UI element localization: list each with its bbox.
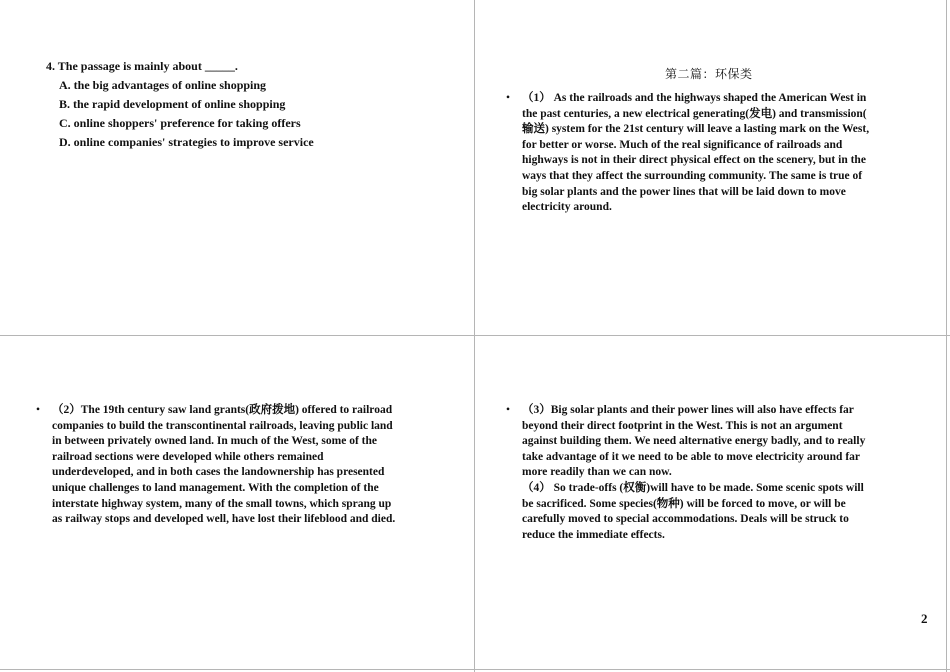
paragraph-2-line: underdeveloped, and in both cases the landownership has presented: [52, 466, 385, 479]
paragraph-3-line: against building them. We need alternative energy badly, and to really: [522, 435, 866, 448]
paragraph-1: [506, 91, 870, 216]
paragraph-1-line: electricity around.: [522, 201, 612, 214]
paragraph-1-line: ways that they affect the surrounding community. The same is true of: [522, 169, 863, 182]
paragraph-3-line: （3）Big solar plants and their power lines will also have effects far: [522, 404, 854, 416]
paragraph-1-line: 输送) system for the 21st century will leave a lasting mark on the West,: [522, 123, 870, 136]
quiz-option-c: C. online shoppers' preference for taking offers: [59, 116, 301, 130]
paragraph-4-line: carefully moved to special accommodations. Deals will be struck to: [522, 513, 849, 526]
paragraph-3-line: beyond their direct footprint in the West. This is not an argument: [522, 419, 843, 432]
paragraph-1-line: for better or worse. Much of the real significance of railroads and: [522, 138, 843, 151]
quiz-option-a: A. the big advantages of online shopping: [59, 78, 267, 92]
bullet-marker: •: [506, 404, 511, 416]
paragraph-2-line: companies to build the transcontinental railroads, leaving public land: [52, 419, 393, 432]
quiz-option-b: B. the rapid development of online shopping: [59, 97, 286, 111]
paragraph-2-line: （2）The 19th century saw land grants(政府拨地) offered to railroad: [52, 404, 393, 416]
section-title: 第二篇：环保类: [665, 67, 753, 81]
paragraph-4-line: reduce the immediate effects.: [522, 528, 665, 541]
bullet-marker: •: [36, 404, 41, 416]
quiz-question-block: [46, 57, 314, 152]
paragraph-2-line: as railway stops and developed well, have lost their lifeblood and died.: [52, 513, 396, 526]
paragraph-1-line: big solar plants and the power lines that will be laid down to move: [522, 185, 846, 198]
paragraph-3-line: take advantage of it we need to be able to move electricity around far: [522, 450, 861, 463]
bullet-marker: •: [506, 92, 511, 104]
paragraph-2-line: unique challenges to land management. With the completion of the: [52, 481, 379, 494]
page-bottom-border: [0, 669, 950, 670]
paragraph-4-line: （4） So trade-offs (权衡)will have to be made. Some scenic spots will: [522, 481, 864, 494]
page-right-border: [946, 0, 947, 672]
paragraph-2: [36, 403, 396, 528]
paragraph-2-line: railroad sections were developed while others remained: [52, 450, 324, 463]
paragraph-2-line: interstate highway system, many of the small towns, which sprang up: [52, 497, 392, 510]
paragraph-3-line: more readily than we can now.: [522, 466, 672, 479]
paragraph-2-line: in between privately owned land. In much of the West, some of the: [52, 435, 377, 448]
quiz-option-d: D. online companies' strategies to improve service: [59, 135, 314, 149]
slide-divider-horizontal: [0, 335, 950, 336]
paragraph-3: [506, 403, 866, 543]
paragraph-1-line: highways is not in their direct physical effect on the scenery, but in the: [522, 154, 866, 167]
quiz-question: 4. The passage is mainly about _____.: [46, 59, 238, 73]
paragraph-1-line: the past centuries, a new electrical generating(发电) and transmission(: [522, 107, 867, 120]
paragraph-4-line: be sacrificed. Some species(物种) will be forced to move, or will be: [522, 497, 846, 510]
page-number: 2: [921, 611, 928, 626]
slide-divider-vertical: [474, 0, 475, 672]
paragraph-1-line: （1） As the railroads and the highways shaped the American West in: [522, 92, 867, 104]
